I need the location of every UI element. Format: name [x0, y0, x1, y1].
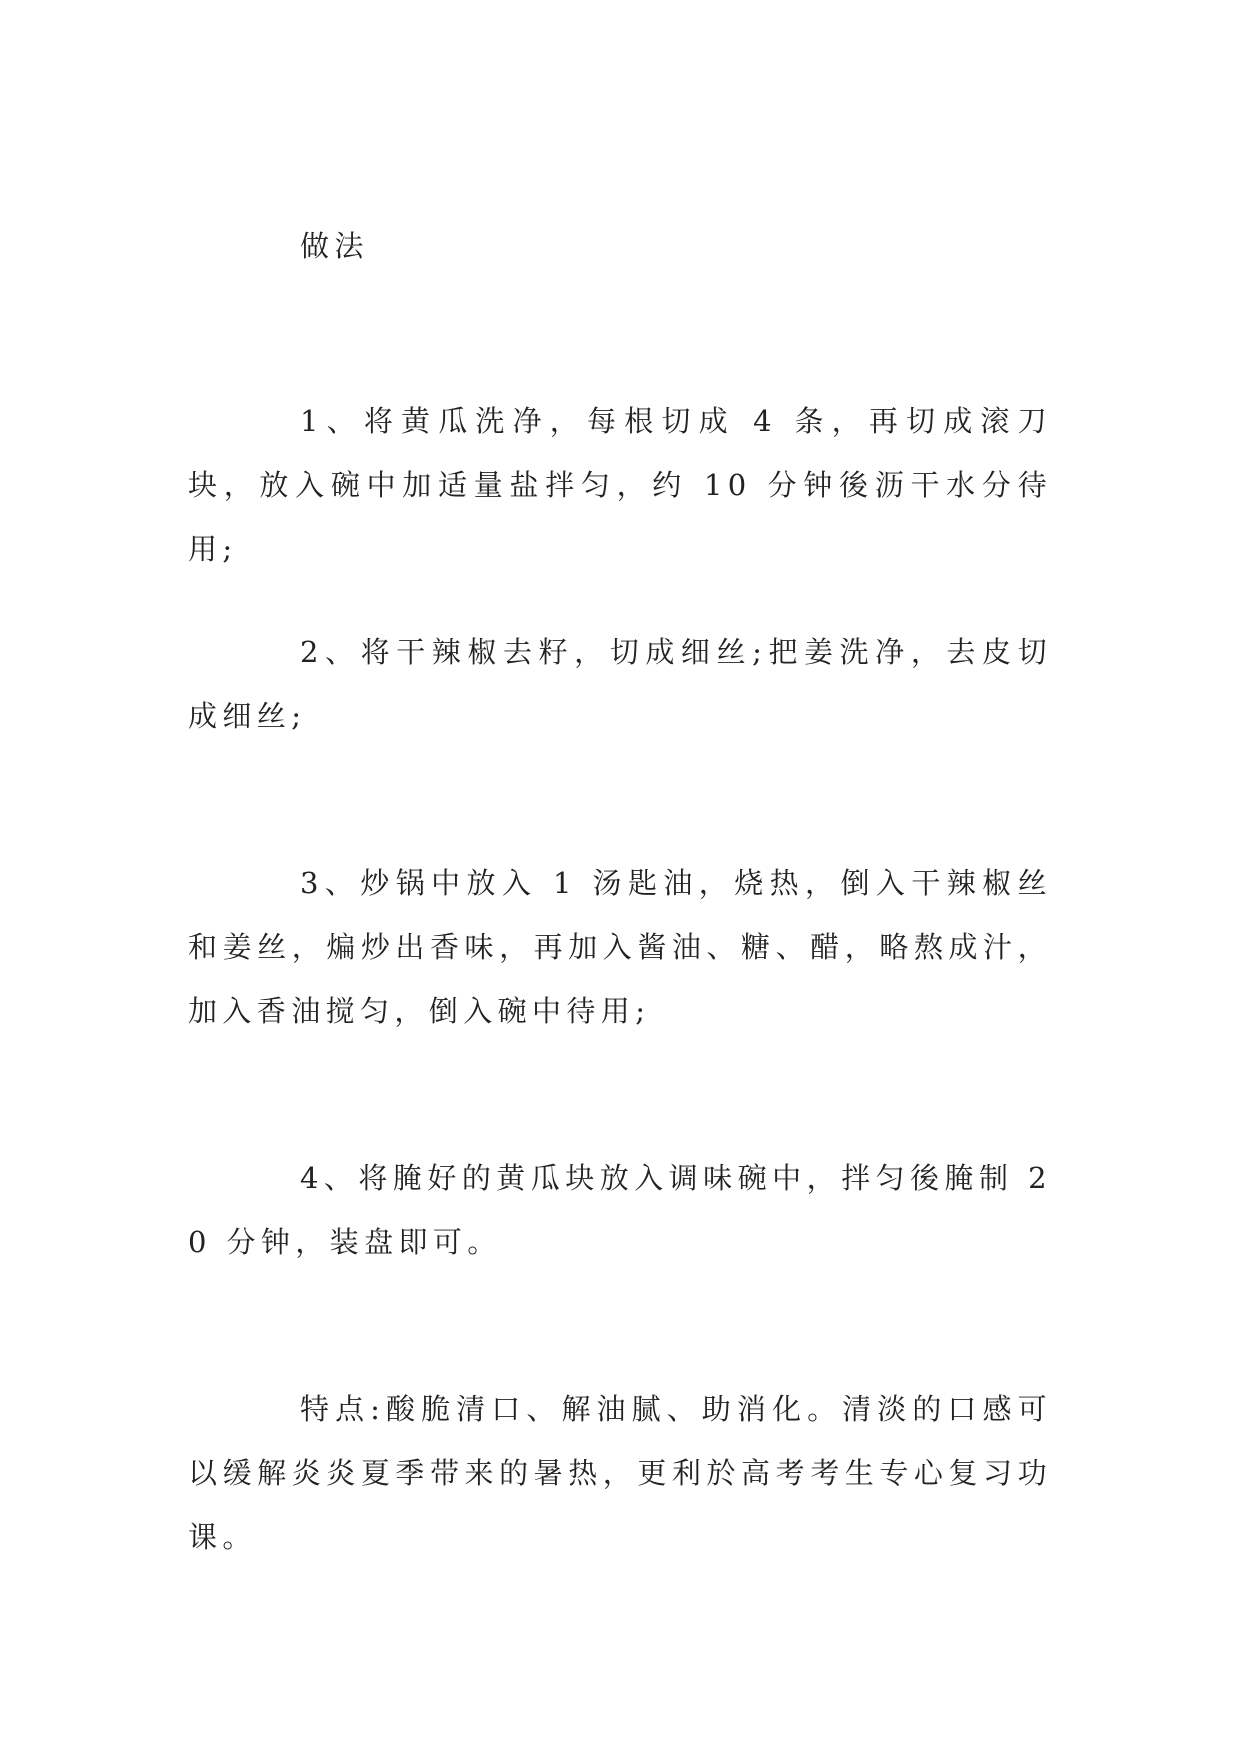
step-paragraph-4: 4、将腌好的黄瓜块放入调味碗中，拌匀後腌制 20 分钟，装盘即可。 [188, 1161, 1052, 1259]
feature-paragraph: 特点:酸脆清口、解油腻、助消化。清淡的口感可以缓解炎炎夏季带来的暑热，更利於高考考生专心复习功课。 [188, 1392, 1052, 1554]
step-paragraph-1: 1、将黄瓜洗净，每根切成 4 条，再切成滚刀块，放入碗中加适量盐拌匀，约 10 分钟後沥干水分待用; [188, 404, 1052, 566]
section-heading: 做法 [300, 229, 369, 263]
step-paragraph-3: 3、炒锅中放入 1 汤匙油，烧热，倒入干辣椒丝和姜丝，煸炒出香味，再加入酱油、糖、醋，略熬成汁，加入香油搅匀，倒入碗中待用; [188, 866, 1052, 1028]
step-paragraph-2: 2、将干辣椒去籽，切成细丝;把姜洗净，去皮切成细丝; [188, 635, 1052, 733]
